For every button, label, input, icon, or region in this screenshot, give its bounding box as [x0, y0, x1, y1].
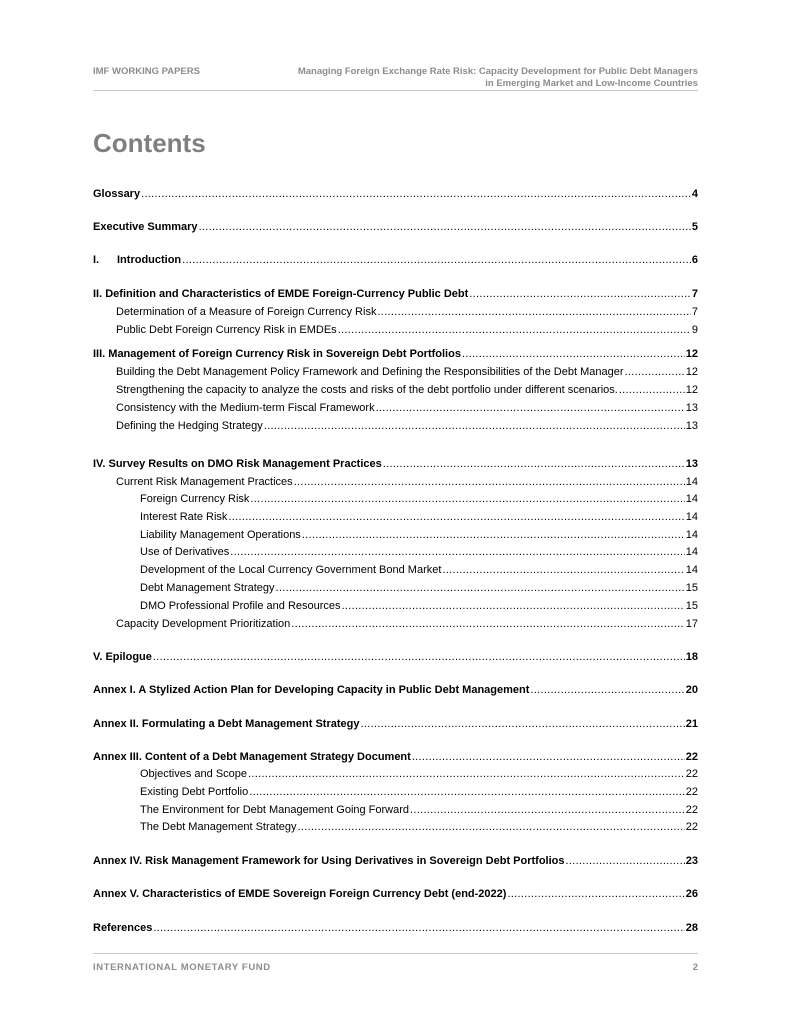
- toc-leader-dots: [462, 346, 685, 362]
- toc-entry-page: 7: [691, 306, 698, 318]
- toc-entry[interactable]: [93, 853, 698, 869]
- toc-leader-dots: [250, 491, 684, 507]
- toc-entry-page: 13: [685, 402, 698, 414]
- toc-entry[interactable]: [93, 286, 698, 302]
- toc-entry-title: II. Definition and Characteristics of EMDE Foreign-Currency Public Debt: [93, 288, 469, 300]
- footer-org: INTERNATIONAL MONETARY FUND: [93, 962, 271, 973]
- header-divider: [93, 90, 698, 91]
- toc-entry[interactable]: [93, 186, 698, 202]
- toc-leader-dots: [153, 920, 684, 936]
- toc-entry-title: Annex I. A Stylized Action Plan for Developing Capacity in Public Debt Management: [93, 684, 530, 696]
- toc-entry[interactable]: [93, 219, 698, 235]
- toc-entry[interactable]: [93, 886, 698, 902]
- toc-entry[interactable]: [93, 819, 698, 835]
- toc-entry[interactable]: [93, 491, 698, 507]
- toc-entry-page: 12: [685, 384, 698, 396]
- toc-entry-page: 13: [685, 458, 698, 470]
- toc-entry-page: 4: [691, 188, 698, 200]
- toc-entry-title: Debt Management Strategy: [140, 582, 275, 594]
- toc-entry[interactable]: [93, 474, 698, 490]
- toc-entry-title: IV. Survey Results on DMO Risk Management Practices: [93, 458, 382, 470]
- toc-entry-page: 23: [685, 855, 698, 867]
- toc-entry[interactable]: [93, 616, 698, 632]
- toc-leader-dots: [619, 382, 685, 398]
- toc-entry-page: 14: [685, 564, 698, 576]
- toc-leader-dots: [507, 886, 684, 902]
- toc-entry[interactable]: [93, 682, 698, 698]
- toc-entry-page: 22: [685, 768, 698, 780]
- toc-entry-title: Public Debt Foreign Currency Risk in EMDEs: [116, 324, 337, 336]
- toc-entry-title: Executive Summary: [93, 221, 198, 233]
- toc-leader-dots: [338, 322, 691, 338]
- toc-entry-title: III. Management of Foreign Currency Risk in Sovereign Debt Portfolios: [93, 348, 461, 360]
- toc-entry-page: 14: [685, 493, 698, 505]
- toc-entry-title: Defining the Hedging Strategy: [116, 420, 263, 432]
- toc-entry[interactable]: [93, 322, 698, 338]
- toc-entry[interactable]: [93, 418, 698, 434]
- toc-entry-page: 22: [685, 751, 698, 763]
- page-number: 2: [692, 962, 698, 973]
- toc-entry-number: I.: [93, 254, 100, 266]
- toc-entry-page: 12: [685, 366, 698, 378]
- toc-leader-dots: [298, 819, 685, 835]
- toc-entry[interactable]: [93, 527, 698, 543]
- toc-entry[interactable]: [93, 456, 698, 472]
- series-label: IMF WORKING PAPERS: [93, 66, 200, 77]
- toc-leader-dots: [153, 649, 685, 665]
- toc-entry-page: 17: [685, 618, 698, 630]
- toc-entry-page: 14: [685, 476, 698, 488]
- toc-leader-dots: [230, 544, 684, 560]
- toc-leader-dots: [625, 364, 685, 380]
- toc-entry-page: 9: [691, 324, 698, 336]
- toc-entry[interactable]: [93, 252, 698, 268]
- toc-entry-page: 20: [685, 684, 698, 696]
- toc-leader-dots: [469, 286, 691, 302]
- toc-entry-title: Building the Debt Management Policy Framework and Defining the Responsibilities of the Debt Manager: [116, 366, 624, 378]
- toc-entry-title: Current Risk Management Practices: [116, 476, 293, 488]
- toc-entry[interactable]: [93, 304, 698, 320]
- toc-entry-page: 15: [685, 600, 698, 612]
- toc-leader-dots: [182, 252, 691, 268]
- toc-entry-page: 18: [685, 651, 698, 663]
- toc-entry-title: DMO Professional Profile and Resources: [140, 600, 341, 612]
- toc-leader-dots: [412, 749, 685, 765]
- toc-entry[interactable]: [93, 649, 698, 665]
- toc-leader-dots: [264, 418, 685, 434]
- toc-entry[interactable]: [93, 920, 698, 936]
- toc-entry[interactable]: [93, 562, 698, 578]
- toc-entry-title: Annex IV. Risk Management Framework for Using Derivatives in Sovereign Debt Portfolios: [93, 855, 565, 867]
- toc-entry-title: Existing Debt Portfolio: [140, 786, 249, 798]
- toc-leader-dots: [376, 400, 685, 416]
- toc-leader-dots: [228, 509, 684, 525]
- toc-leader-dots: [291, 616, 685, 632]
- toc-entry-page: 14: [685, 546, 698, 558]
- toc-entry-title: Capacity Development Prioritization: [116, 618, 291, 630]
- toc-entry[interactable]: [93, 598, 698, 614]
- toc-leader-dots: [342, 598, 685, 614]
- toc-entry-title: Annex V. Characteristics of EMDE Sovereign Foreign Currency Debt (end-2022): [93, 888, 507, 900]
- toc-leader-dots: [249, 784, 685, 800]
- toc-entry[interactable]: [93, 364, 698, 380]
- toc-entry-page: 12: [685, 348, 698, 360]
- toc-entry-title: Strengthening the capacity to analyze the costs and risks of the debt portfolio under different scenarios.: [116, 384, 618, 396]
- toc-entry-title: Interest Rate Risk: [140, 511, 228, 523]
- toc-entry-title: Annex III. Content of a Debt Management Strategy Document: [93, 751, 411, 763]
- toc-entry-page: 5: [691, 221, 698, 233]
- toc-entry-title: References: [93, 922, 153, 934]
- paper-title-header: [298, 66, 698, 90]
- toc-entry-title: The Debt Management Strategy: [140, 821, 297, 833]
- toc-entry[interactable]: [93, 802, 698, 818]
- toc-leader-dots: [442, 562, 684, 578]
- toc-leader-dots: [294, 474, 685, 490]
- toc-entry-title: Objectives and Scope: [140, 768, 248, 780]
- toc-leader-dots: [141, 186, 691, 202]
- toc-entry[interactable]: [93, 544, 698, 560]
- paper-title-line-2: in Emerging Market and Low-Income Countries: [485, 78, 698, 89]
- toc-entry[interactable]: [93, 766, 698, 782]
- footer-divider: [93, 953, 698, 954]
- toc-leader-dots: [199, 219, 691, 235]
- toc-leader-dots: [361, 716, 685, 732]
- toc-entry-page: 15: [685, 582, 698, 594]
- toc-leader-dots: [248, 766, 685, 782]
- toc-entry[interactable]: [93, 346, 698, 362]
- toc-entry-page: 6: [691, 254, 698, 266]
- toc-entry-page: 14: [685, 511, 698, 523]
- toc-entry[interactable]: [93, 382, 698, 398]
- toc-leader-dots: [530, 682, 684, 698]
- toc-leader-dots: [383, 456, 685, 472]
- toc-entry-page: 28: [685, 922, 698, 934]
- toc-entry[interactable]: [93, 400, 698, 416]
- toc-entry-title: Introduction: [117, 254, 182, 266]
- toc-leader-dots: [302, 527, 685, 543]
- running-footer: [93, 962, 698, 973]
- toc-entry-title: Glossary: [93, 188, 141, 200]
- toc-entry-title: The Environment for Debt Management Going Forward: [140, 804, 410, 816]
- toc-entry-title: Development of the Local Currency Government Bond Market: [140, 564, 442, 576]
- toc-entry-title: V. Epilogue: [93, 651, 152, 663]
- toc-entry-page: 22: [685, 786, 698, 798]
- toc-entry-title: Liability Management Operations: [140, 529, 301, 541]
- toc-entry-page: 7: [691, 288, 698, 300]
- toc-entry[interactable]: [93, 509, 698, 525]
- toc-entry[interactable]: [93, 749, 698, 765]
- toc-entry[interactable]: [93, 716, 698, 732]
- paper-title-line-1: Managing Foreign Exchange Rate Risk: Capacity Development for Public Debt Managers: [297, 66, 698, 77]
- toc-entry-title: Use of Derivatives: [140, 546, 230, 558]
- toc-entry-title: Consistency with the Medium-term Fiscal Framework: [116, 402, 375, 414]
- toc-leader-dots: [566, 853, 685, 869]
- toc-entry-page: 26: [685, 888, 698, 900]
- toc-entry-title: Foreign Currency Risk: [140, 493, 250, 505]
- toc-entry-page: 14: [685, 529, 698, 541]
- toc-entry-page: 22: [685, 821, 698, 833]
- toc-leader-dots: [410, 802, 685, 818]
- toc-entry-page: 22: [685, 804, 698, 816]
- toc-entry-page: 21: [685, 718, 698, 730]
- toc-entry-page: 13: [685, 420, 698, 432]
- toc-entry-title: Determination of a Measure of Foreign Currency Risk: [116, 306, 377, 318]
- toc-entry-title: Annex II. Formulating a Debt Management Strategy: [93, 718, 360, 730]
- toc-leader-dots: [276, 580, 685, 596]
- toc-entry[interactable]: [93, 784, 698, 800]
- page-title: Contents: [93, 128, 206, 158]
- toc-entry[interactable]: [93, 580, 698, 596]
- toc-leader-dots: [377, 304, 690, 320]
